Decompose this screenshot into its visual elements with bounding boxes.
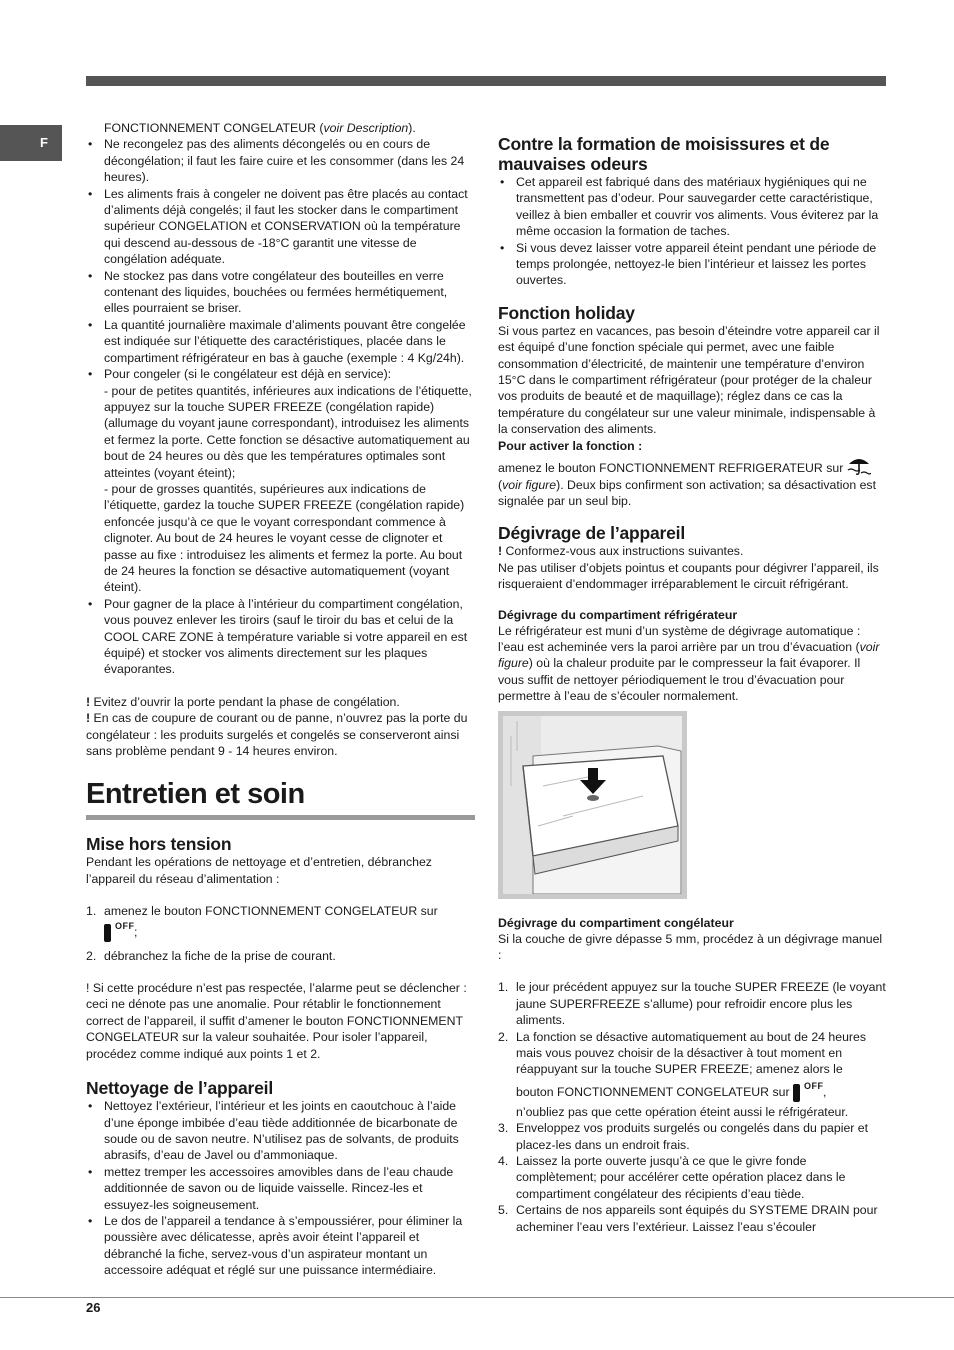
- step-text: Enveloppez vos produits surgelés ou congelés dans du papier et placez-les dans un endroit frais.: [516, 1121, 869, 1152]
- holiday-activate: Pour activer la fonction :: [498, 438, 643, 453]
- figure-ref: voir figure: [502, 477, 557, 492]
- list-item: [498, 1029, 886, 1121]
- degivrage-heading: Dégivrage de l’appareil: [498, 523, 686, 544]
- step-number: 1.: [86, 904, 97, 919]
- list-item: • Nettoyez l’extérieur, l’intérieur et les joints en caoutchouc à l’aide d’une éponge imbibée d’eau tiède additionnée de bicarbonate de soude ou de savon neutre. N’utilisez pas de solvants, de produits abrasifs, d’eau de Javel ou d’ammoniaque.: [86, 1098, 475, 1164]
- step-text: débranchez la fiche de la prise de courant.: [104, 948, 336, 963]
- page-number: 26: [86, 1300, 101, 1315]
- refrig-defrost-heading: Dégivrage du compartiment réfrigérateur: [498, 607, 738, 622]
- step-text: amenez le bouton FONCTIONNEMENT CONGELATEUR sur: [104, 904, 438, 919]
- warning-text: Evitez d’ouvrir la porte pendant la phase de congélation.: [90, 694, 400, 709]
- holiday-text: Si vous partez en vacances, pas besoin d’éteindre votre appareil car il est équipé d’une fonction spéciale qui permet, avec une faible consommation d’électricité, de maintenir une température d’environ 15°C dans le compartiment réfrigérateur (pour protéger de la chaleur vos produits de beauté et de maquillage); réglez dans ce cas la température du congélateur sur une valeur minimale, indispensable à la conservation des aliments.: [498, 323, 880, 437]
- list-item: [498, 1120, 886, 1153]
- list-item: • Si vous devez laisser votre appareil éteint pendant une période de temps prolongée, nettoyez-le bien l’intérieur et laissez les portes ouvertes.: [498, 240, 886, 289]
- list-item: [498, 1202, 886, 1235]
- list-item: • Les aliments frais à congeler ne doivent pas être placés au contact d’aliments déjà congelés; il faut les stocker dans le compartiment supérieur CONGELATION et CONSERVATION où la température qui descend au-dessous de -18°C garantit une vitesse de congélation adéquate.: [86, 186, 475, 268]
- list-item: [498, 1153, 886, 1202]
- off-label: OFF: [115, 920, 135, 931]
- step-number: 1.: [498, 980, 509, 995]
- warning-mark: !: [86, 694, 91, 709]
- freezer-defrost-text: Si la couche de givre dépasse 5 mm, procédez à un dégivrage manuel :: [498, 931, 883, 962]
- warning-mark: !: [498, 544, 503, 559]
- freezing-tips-list: [86, 136, 475, 677]
- moisissures-heading: Contre la formation de moisissures et de mauvaises odeurs: [498, 134, 830, 174]
- holiday-after-text: ). Deux bips confirment son activation; sa désactivation est signalée par un seul bip.: [498, 477, 876, 508]
- nettoyage-list: [86, 1098, 475, 1278]
- holiday-step: [498, 456, 886, 476]
- freezer-defrost-heading: Dégivrage du compartiment congélateur: [498, 915, 734, 930]
- step-text: n’oubliez pas que cette opération éteint aussi le réfrigérateur.: [516, 1104, 849, 1119]
- degivrage-text: Ne pas utiliser d’objets pointus et coupants pour dégivrer l’appareil, ils risqueraient d’endommager irréparablement le circuit réfrigérant.: [498, 560, 879, 592]
- section-title: Entretien et soin: [86, 778, 305, 811]
- warning-power: [86, 710, 475, 759]
- list-item: [86, 903, 475, 943]
- step-text: le jour précédent appuyez sur la touche SUPER FREEZE (le voyant jaune SUPERFREEZE s’allume) pour refroidir encore plus les aliments.: [516, 980, 886, 1028]
- off-switch-icon: [104, 920, 134, 944]
- fridge-interior-illustration: [503, 716, 682, 894]
- drain-hole-figure: [498, 711, 687, 899]
- mise-steps: [86, 903, 475, 964]
- warning-text: En cas de coupure de courant ou de panne, n’ouvrez pas la porte du congélateur : les produits surgelés et congelés se conserveront ainsi sans problème pendant 9 - 14 heures environ.: [86, 711, 468, 759]
- refrig-defrost-text: [498, 623, 886, 705]
- intro-text: FONCTIONNEMENT CONGELATEUR (: [104, 121, 324, 135]
- mise-text: Pendant les opérations de nettoyage et d’entretien, débranchez l’appareil du réseau d’alimentation :: [86, 855, 432, 886]
- step-text: Certains de nos appareils sont équipés du SYSTEME DRAIN pour acheminer l’eau vers l’extérieur. Laissez l’eau s’écouler: [516, 1203, 878, 1234]
- intro-line: [86, 120, 475, 136]
- step-number: 2.: [86, 948, 97, 963]
- holiday-icon: [847, 456, 871, 476]
- list-item: [86, 948, 475, 964]
- intro-end: ).: [408, 121, 416, 135]
- off-label: OFF: [803, 1080, 824, 1091]
- step-end: ,: [822, 1084, 827, 1099]
- step-number: 2.: [498, 1029, 509, 1044]
- figure-ref: voir figure: [498, 639, 880, 671]
- list-item: • Cet appareil est fabriqué dans des matériaux hygiéniques qui ne transmettent pas d’odeur. Pour sauvegarder cette caractéristique, veillez à bien emballer et couvrir vos aliments. Vous éviterez par la même occasion la formation de taches.: [498, 174, 886, 240]
- warning-text: Conformez-vous aux instructions suivantes.: [502, 544, 744, 559]
- holiday-after: [498, 477, 886, 510]
- refrig-text-b: ) où la chaleur produite par le compresseur la fait évaporer. Il vous suffit de nettoyer périodiquement le trou d’évacuation pour permettre à l’eau de s’écouler normalement.: [498, 656, 861, 704]
- warning-mark: !: [86, 711, 91, 726]
- step-number: 3.: [498, 1121, 509, 1136]
- step-text: La fonction se désactive automatiquement au bout de 24 heures mais vous pouvez choisir de la désactiver à tout moment en réappuyant sur la touche SUPER FREEZE; amenez alors le: [516, 1029, 867, 1077]
- refrig-text-a: Le réfrigérateur est muni d’un système de dégivrage automatique : l’eau est acheminée vers la paroi arrière par un trou d’évacuation (: [498, 623, 861, 654]
- list-item: • Pour gagner de la place à l’intérieur du compartiment congélation, vous pouvez enlever les tiroirs (sauf le tiroir du bas et celui de la COOL CARE ZONE à température variable si votre appareil en est équipé) et stocker vos aliments directement sur les plaques évaporantes.: [86, 596, 475, 678]
- step-number: 5.: [498, 1203, 509, 1218]
- language-tab: F: [0, 125, 62, 161]
- warning-door: [86, 694, 475, 710]
- paren-open: (: [498, 477, 503, 492]
- mise-hors-tension-heading: Mise hors tension: [86, 834, 232, 855]
- step-end: ;: [134, 924, 138, 939]
- list-item: [498, 979, 886, 1028]
- moisissures-list: [498, 174, 886, 289]
- nettoyage-heading: Nettoyage de l’appareil: [86, 1078, 273, 1099]
- list-item: • mettez tremper les accessoires amovibles dans de l’eau chaude additionnée de savon ou de liquide vaisselle. Rincez-les et essuyez-les soigneusement.: [86, 1164, 475, 1213]
- step-text: bouton FONCTIONNEMENT CONGELATEUR sur: [516, 1084, 790, 1099]
- left-column: [86, 120, 475, 1279]
- degivrage-warning: [498, 543, 886, 559]
- mise-warning: ! Si cette procédure n’est pas respectée, l’alarme peut se déclencher : ceci ne dénote pas une anomalie. Pour rétablir le fonctionnement correct de l’appareil, il suffit d’amener le bouton FONCTIONNEMENT CONGELATEUR sur la valeur souhaitée. Pour isoler l’appareil, procédez comme indiqué aux points 1 et 2.: [86, 981, 467, 1061]
- footer-rule: [0, 1297, 954, 1298]
- freezer-defrost-steps: [498, 979, 886, 1235]
- step-number: 4.: [498, 1154, 509, 1169]
- list-item: • Pour congeler (si le congélateur est déjà en service): - pour de petites quantités, inférieures aux indications de l’étiquette, appuyez sur la touche SUPER FREEZE (congélation rapide) (allumage du voyant jaune correspondant), introduisez les aliments et fermez la porte. Cette fonction se désactive automatiquement au bout de 24 heures ou dès que les températures optimales sont atteintes (voyant éteint); - pour de grosses quantités, supérieures aux indications de l’étiquette, gardez la touche SUPER FREEZE (congélation rapide) enfoncée jusqu’à ce que le voyant correspondant commence à clignoter. Au bout de 24 heures le voyant cesse de clignoter et passe au fixe : introduisez les aliments et fermez la porte. Au bout de 24 heures la fonction se désactive automatiquement (voyant éteint).: [86, 366, 475, 596]
- list-item: • Ne stockez pas dans votre congélateur des bouteilles en verre contenant des liquides, bouchées ou fermées hermétiquement, elles pourraient se briser.: [86, 268, 475, 317]
- intro-ref: voir Description: [323, 121, 409, 135]
- step-text: Laissez la porte ouverte jusqu’à ce que le givre fonde complètement; pour accélérer cette opération placez dans le compartiment congélateur des récipients d’eau tiède.: [516, 1154, 846, 1201]
- list-item: • Le dos de l’appareil a tendance à s’empoussiérer, pour éliminer la poussière avec délicatesse, après avoir éteint l’appareil et débranché la fiche, servez-vous d’un aspirateur montant un accessoire adéquat et réglé sur une puissance intermédiaire.: [86, 1213, 475, 1279]
- off-switch-icon: [793, 1080, 823, 1104]
- list-item: • La quantité journalière maximale d’aliments pouvant être congelée est indiquée sur l’étiquette des caractéristiques, placée dans le compartiment réfrigérateur en bas à gauche (exemple : 4 Kg/24h).: [86, 317, 475, 366]
- top-rule: [86, 76, 886, 86]
- holiday-heading: Fonction holiday: [498, 302, 635, 323]
- list-item: • Ne recongelez pas des aliments décongelés ou en cours de décongélation; il faut les faire cuire et les consommer (dans les 24 heures).: [86, 136, 475, 185]
- holiday-step-text: amenez le bouton FONCTIONNEMENT REFRIGERATEUR sur: [498, 461, 844, 476]
- right-column: [498, 134, 886, 1235]
